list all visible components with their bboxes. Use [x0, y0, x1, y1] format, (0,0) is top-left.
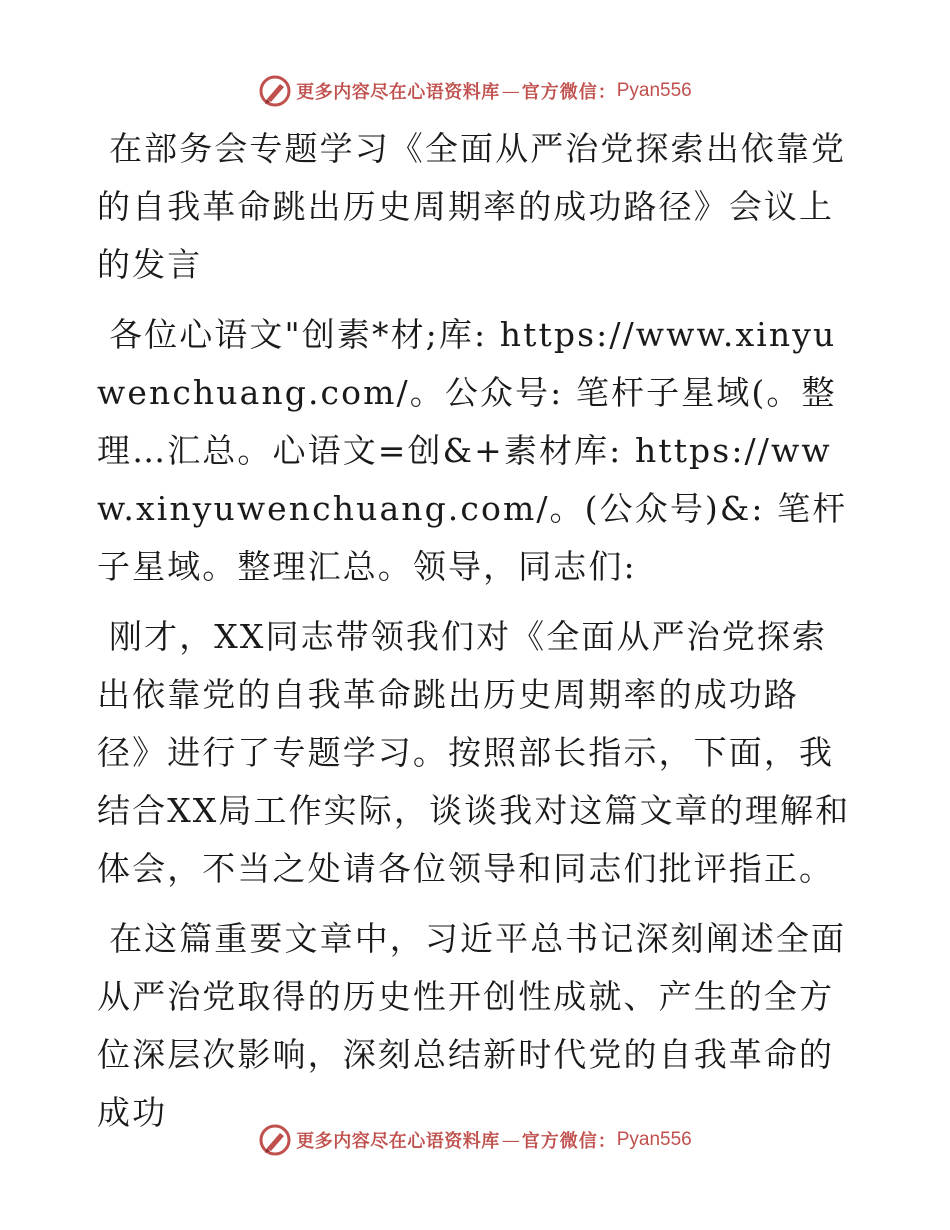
pen-logo-icon	[258, 74, 292, 108]
pen-logo-icon	[258, 1123, 292, 1157]
paragraph: 在这篇重要文章中，习近平总书记深刻阐述全面从严治党取得的历史性开创性成就、产生的全方位深层次影响，深刻总结新时代党的自我革命的成功	[97, 919, 847, 1132]
header-wechat-id: Pyan556	[616, 80, 692, 101]
footer-banner	[0, 1118, 950, 1162]
document-body	[97, 120, 852, 1154]
header-banner	[0, 69, 950, 113]
header-title: 更多内容尽在心语资料库	[296, 82, 500, 103]
paragraph: 各位心语文"创素*材;库: https://www.xinyuwenchuang.com/。公众号: 笔杆子星域(。整理…汇总。心语文=创&+素材库: https://www.xinyuwenchuang.com/。(公众号)&: 笔杆子星域。整理汇总。领导，同志们:	[97, 315, 848, 586]
footer-wechat-id: Pyan556	[616, 1129, 692, 1150]
footer-subtitle: 官方微信：	[521, 1131, 617, 1152]
footer-dash: —	[501, 1129, 520, 1151]
paragraph: 刚才，XX同志带领我们对《全面从严治党探索出依靠党的自我革命跳出历史周期率的成功路径》进行了专题学习。按照部长指示，下面，我结合XX局工作实际，谈谈我对这篇文章的理解和体会，不当之处请各位领导和同志们批评指正。	[97, 617, 851, 888]
footer-title: 更多内容尽在心语资料库	[296, 1131, 500, 1152]
header-subtitle: 官方微信：	[521, 82, 617, 103]
header-dash: —	[501, 80, 520, 102]
document-title: 在部务会专题学习《全面从严治党探索出依靠党的自我革命跳出历史周期率的成功路径》会议上的发言	[97, 129, 847, 284]
